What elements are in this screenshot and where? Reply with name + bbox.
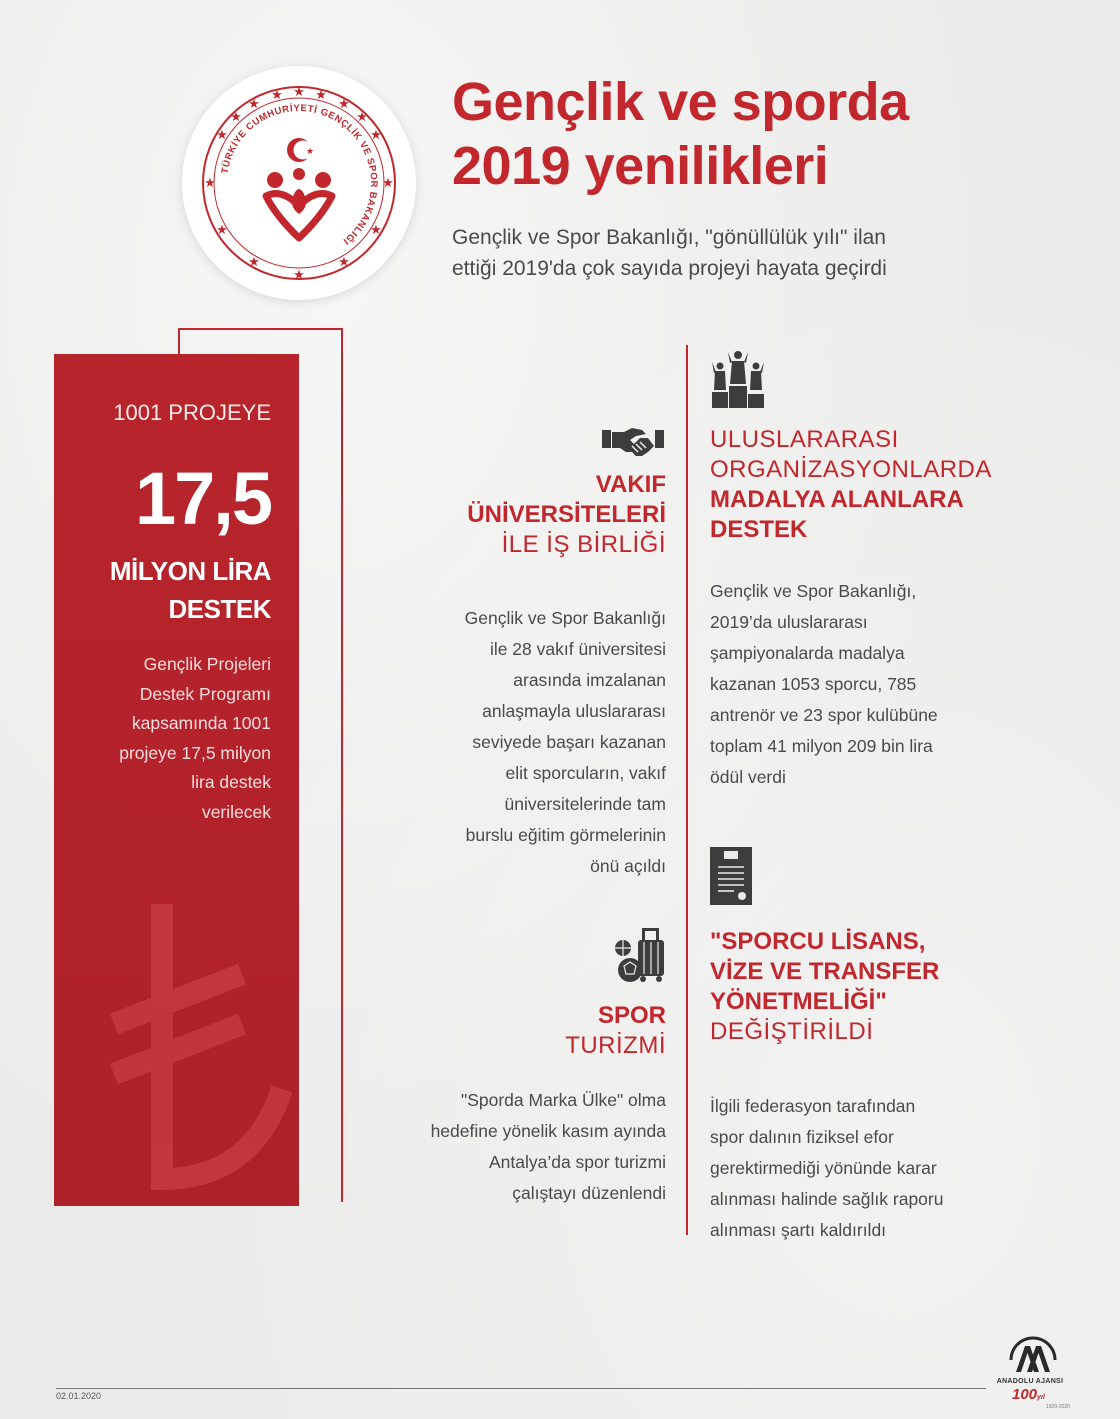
section-title-bold: "SPORCU LİSANS, [710, 928, 926, 955]
body-line: anlaşmayla uluslararası [482, 701, 666, 721]
svg-text:★: ★ [306, 147, 315, 157]
bracket-line-left [178, 328, 180, 354]
panel-kicker: 1001 PROJEYE [113, 400, 271, 425]
body-line: kazanan 1053 sporcu, 785 [710, 674, 917, 694]
turkish-lira-icon [92, 894, 292, 1194]
panel-big-number: 17,5 [134, 457, 271, 540]
section-title-light: İLE İŞ BİRLİĞİ [501, 531, 666, 558]
panel-desc-line: projeye 17,5 milyon [119, 742, 271, 763]
section-title-light: TURİZMİ [565, 1032, 666, 1059]
section-title-bold: ÜNİVERSİTELERİ [467, 501, 666, 528]
svg-text:★: ★ [338, 255, 350, 270]
svg-text:★: ★ [356, 110, 368, 125]
body-line: üniversitelerinde tam [504, 794, 666, 814]
body-line: İlgili federasyon tarafından [710, 1096, 916, 1116]
section-madalya-body [710, 576, 1010, 793]
body-line: hedefine yönelik kasım ayında [430, 1121, 666, 1141]
section-title-light: ORGANİZASYONLARDA [710, 456, 992, 483]
section-title-light: ULUSLARARASI [710, 426, 899, 453]
subtitle-line-1: Gençlik ve Spor Bakanlığı, "gönüllülük yılı" ilan [452, 226, 886, 249]
body-line: Gençlik ve Spor Bakanlığı, [710, 581, 917, 601]
body-line: "Sporda Marka Ülke" olma [460, 1090, 666, 1110]
body-line: arasında imzalanan [513, 670, 666, 690]
section-title-bold: MADALYA ALANLARA [710, 486, 964, 513]
body-line: şampiyonalarda madalya [710, 643, 905, 663]
svg-text:★: ★ [370, 223, 382, 238]
section-lisans-body [710, 1091, 1010, 1246]
body-line: Antalya’da spor turizmi [488, 1152, 666, 1172]
body-line: burslu eğitim görmelerinin [465, 825, 666, 845]
section-turizm-title [466, 1001, 666, 1061]
panel-desc-line: Destek Programı [139, 683, 271, 704]
svg-text:★: ★ [230, 110, 242, 125]
section-title-light: DEĞİŞTİRİLDİ [710, 1018, 874, 1045]
section-madalya-title [710, 425, 1050, 545]
svg-text:★: ★ [315, 88, 327, 103]
agency-name: ANADOLU AJANSI [996, 1378, 1064, 1385]
anniversary-badge [1012, 1386, 1045, 1403]
section-title-bold: YÖNETMELİĞİ" [710, 988, 887, 1015]
title-line-1: Gençlik ve sporda [452, 72, 909, 132]
svg-text:★: ★ [271, 88, 283, 103]
center-divider [686, 345, 688, 1235]
panel-desc-line: kapsamında 1001 [131, 713, 271, 733]
body-line: spor dalının fiziksel efor [710, 1127, 894, 1147]
bracket-line-top [178, 328, 342, 330]
document-icon [710, 847, 752, 905]
subtitle [452, 222, 972, 284]
body-line: alınması halinde sağlık raporu [710, 1189, 944, 1209]
sports-luggage-icon [614, 928, 670, 982]
anniversary-suffix: yıl [1037, 1394, 1045, 1401]
body-line: önü açıldı [590, 856, 666, 876]
svg-text:★: ★ [216, 128, 228, 143]
footer-divider [56, 1388, 986, 1389]
svg-text:★: ★ [293, 268, 305, 283]
section-lisans-title [710, 927, 1050, 1047]
ministry-emblem-icon [182, 66, 416, 300]
panel-description [81, 650, 271, 827]
podium-icon [710, 350, 766, 408]
section-turizm-body [366, 1085, 666, 1209]
body-line: ile 28 vakıf üniversitesi [489, 639, 666, 659]
body-line: toplam 41 milyon 209 bin lira [710, 736, 933, 756]
section-title-bold: SPOR [597, 1002, 666, 1029]
anadolu-agency-logo-icon [1008, 1336, 1058, 1376]
svg-text:TÜRKİYE CUMHURİYETİ GENÇLİK VE: TÜRKİYE CUMHURİYETİ GENÇLİK VE SPOR BAKANLIĞI [219, 102, 380, 247]
bracket-line-right [341, 328, 343, 1202]
footer-date: 02.01.2020 [56, 1391, 102, 1401]
body-line: seviyede başarı kazanan [472, 732, 666, 752]
svg-text:★: ★ [204, 176, 216, 191]
svg-text:★: ★ [216, 223, 228, 238]
body-line: Gençlik ve Spor Bakanlığı [464, 608, 666, 628]
svg-text:★: ★ [338, 97, 350, 112]
svg-text:★: ★ [248, 255, 260, 270]
anniversary-number: 100 [1012, 1386, 1038, 1403]
svg-text:★: ★ [248, 97, 260, 112]
panel-headline-2: DESTEK [168, 594, 271, 624]
panel-desc-line: verilecek [201, 801, 271, 822]
section-vakif-body [386, 603, 666, 882]
support-panel [54, 354, 299, 1206]
svg-text:★: ★ [293, 85, 305, 100]
section-title-bold: VİZE VE TRANSFER [710, 958, 940, 985]
title-line-2: 2019 yenilikleri [452, 136, 829, 196]
svg-text:★: ★ [370, 128, 382, 143]
panel-headline-1: MİLYON LİRA [109, 556, 271, 586]
section-vakif-title [366, 470, 666, 560]
panel-desc-line: Gençlik Projeleri [143, 654, 271, 674]
page-title [452, 70, 1012, 198]
anniversary-years: 1920-2020 [1046, 1404, 1070, 1410]
body-line: alınması şartı kaldırıldı [710, 1220, 887, 1240]
section-title-bold: VAKIF [595, 471, 666, 498]
body-line: 2019’da uluslararası [710, 612, 868, 632]
body-line: gerektirmediği yönünde karar [710, 1158, 937, 1178]
panel-desc-line: lira destek [191, 772, 271, 792]
body-line: antrenör ve 23 spor kulübüne [710, 705, 938, 725]
body-line: çalıştayı düzenlendi [512, 1183, 666, 1203]
handshake-icon [602, 424, 664, 460]
body-line: elit sporcuların, vakıf [505, 763, 666, 783]
subtitle-line-2: ettiği 2019'da çok sayıda projeyi hayata geçirdi [452, 257, 887, 280]
ministry-logo [182, 66, 416, 300]
section-title-bold: DESTEK [710, 516, 808, 543]
body-line: ödül verdi [710, 767, 786, 787]
svg-text:★: ★ [382, 176, 394, 191]
